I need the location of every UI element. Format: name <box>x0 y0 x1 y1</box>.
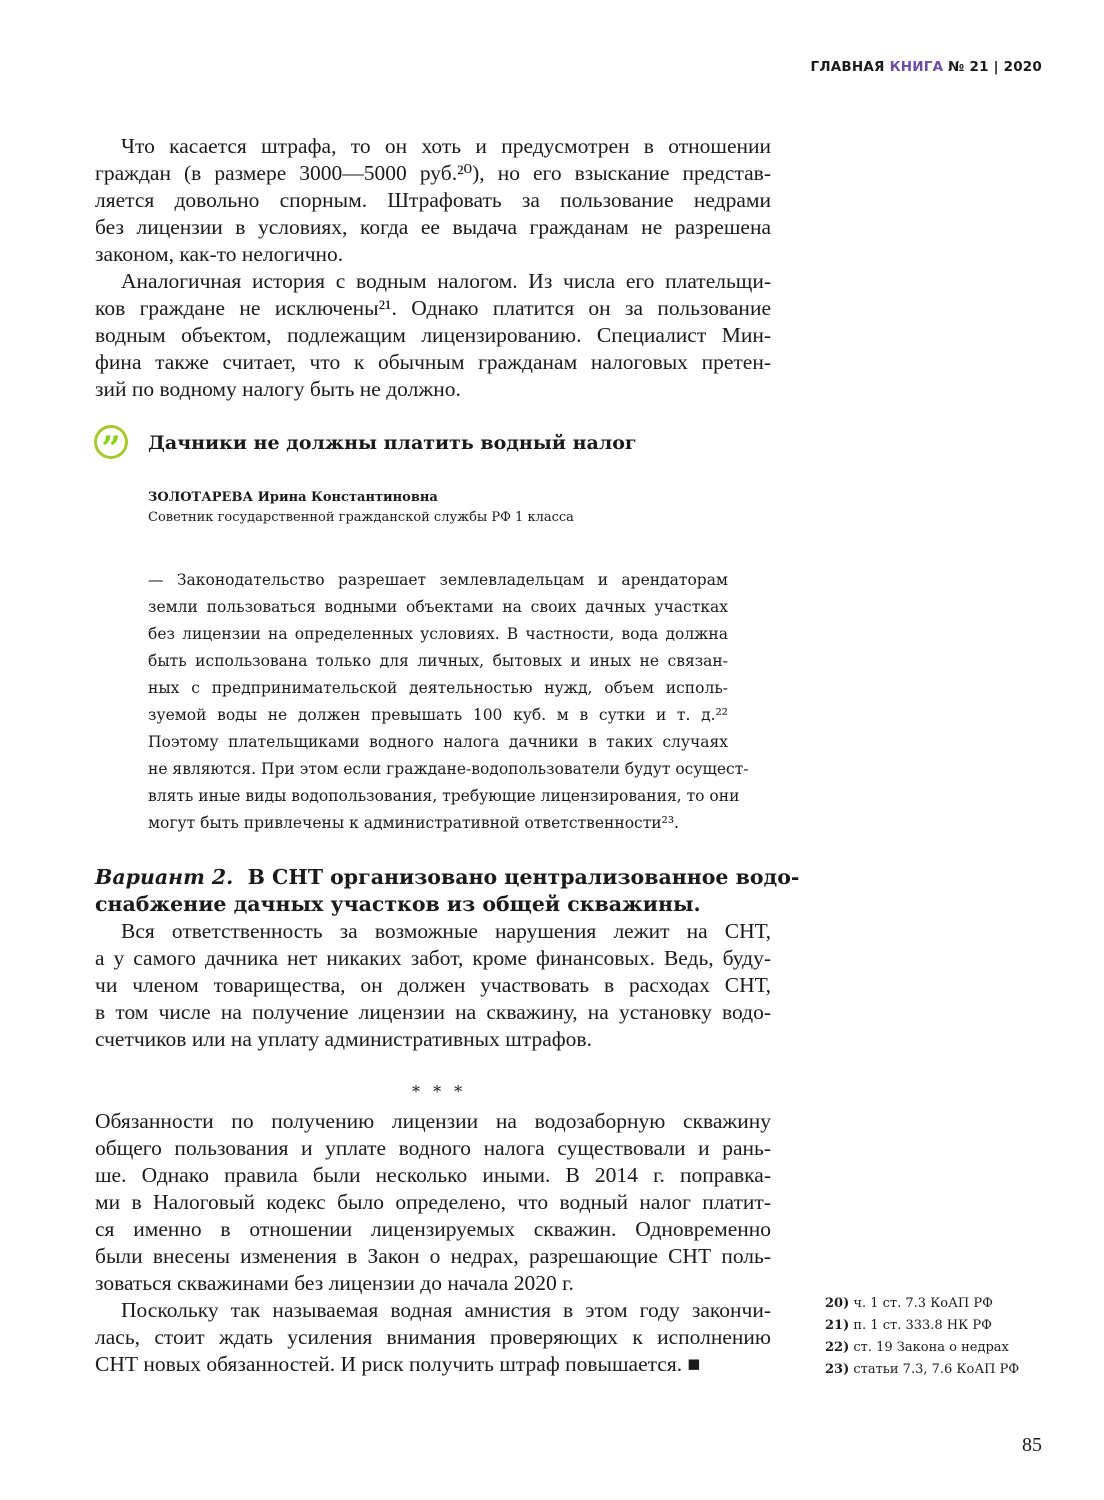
quote-author-role: Советник государственной гражданской службы РФ 1 класса <box>148 510 574 525</box>
text-line: зоваться скважинами без лицензии до начала 2020 г. <box>95 1271 574 1295</box>
text-line: ляется довольно спорным. Штрафовать за пользование недрами <box>95 188 771 212</box>
quote-heading: Дачники не должны платить водный налог <box>148 432 637 454</box>
text-line: ков граждане не исключены²¹. Однако платится он за пользование <box>95 296 771 320</box>
quote-body <box>148 567 749 837</box>
footnote <box>825 1293 1019 1315</box>
footnote-number: 23) <box>825 1362 850 1377</box>
brand-name-accent: КНИГА <box>889 59 944 75</box>
text-line: зуемой воды не должен превышать 100 куб. м в сутки и т. д.²² <box>148 706 728 724</box>
footnote <box>825 1359 1019 1381</box>
quote-icon: ” <box>94 425 128 459</box>
text-line: без лицензии на определенных условиях. В частности, вода должна <box>148 625 728 643</box>
text-line: ных с предпринимательской деятельностью нужд, объем исполь- <box>148 679 728 697</box>
variant-title-line: снабжение дачных участков из общей скважины. <box>95 892 701 916</box>
text-line: быть использована только для личных, бытовых и иных не связан- <box>148 652 728 670</box>
running-header <box>811 59 1042 75</box>
text-line: Что касается штрафа, то он хоть и предусмотрен в отношении <box>121 134 771 158</box>
text-line: Поскольку так называемая водная амнистия в этом году закончи- <box>121 1298 771 1322</box>
text-line: общего пользования и уплате водного налога существовали и рань- <box>95 1136 771 1160</box>
text-line: водным объектом, подлежащим лицензированию. Специалист Мин- <box>95 323 771 347</box>
variant-title-line: В СНТ организовано централизованное водо- <box>247 865 800 889</box>
paragraph <box>95 133 771 268</box>
text-line: СНТ новых обязанностей. И риск получить штраф повышается. ■ <box>95 1352 701 1376</box>
footnote-number: 21) <box>825 1318 850 1333</box>
variant-label: Вариант 2. <box>95 865 234 889</box>
paragraph <box>95 1108 771 1297</box>
quote-author: ЗОЛОТАРЕВА Ирина Константиновна <box>148 490 438 505</box>
footnote <box>825 1315 1019 1337</box>
issue-number: № 21 | 2020 <box>948 59 1042 75</box>
footnote-number: 20) <box>825 1296 850 1311</box>
page-number: 85 <box>1022 1434 1042 1456</box>
footnote-text: ст. 19 Закона о недрах <box>853 1340 1009 1355</box>
footnote-text: статьи 7.3, 7.6 КоАП РФ <box>853 1362 1020 1377</box>
text-line: — Законодательство разрешает землевладельцам и арендаторам <box>148 571 728 589</box>
text-line: ше. Однако правила были несколько иными. В 2014 г. поправка- <box>95 1163 771 1187</box>
text-line: а у самого дачника нет никаких забот, кроме финансовых. Ведь, буду- <box>95 946 771 970</box>
footnote-text: ч. 1 ст. 7.3 КоАП РФ <box>853 1296 993 1311</box>
text-line: законом, как-то нелогично. <box>95 242 344 266</box>
text-line: лась, стоит ждать усиления внимания проверяющих к исполнению <box>95 1325 771 1349</box>
text-line: зий по водному налогу быть не должно. <box>95 377 461 401</box>
text-line: Поэтому плательщиками водного налога дачники в таких случаях <box>148 733 728 751</box>
text-line: влять иные виды водопользования, требующие лицензирования, то они <box>148 787 740 805</box>
footnote-text: п. 1 ст. 333.8 НК РФ <box>853 1318 992 1333</box>
paragraph <box>95 1297 771 1378</box>
paragraph <box>95 268 771 403</box>
text-line: Вся ответственность за возможные нарушения лежит на СНТ, <box>121 919 771 943</box>
text-line: земли пользоваться водными объектами на своих дачных участках <box>148 598 728 616</box>
text-line: Обязанности по получению лицензии на водозаборную скважину <box>95 1109 771 1133</box>
text-line: фина также считает, что к обычным гражданам налоговых претен- <box>95 350 771 374</box>
text-line: ми в Налоговый кодекс было определено, что водный налог платит- <box>95 1190 771 1214</box>
variant-heading <box>95 864 800 918</box>
text-line: граждан (в размере 3000—5000 руб.²⁰), но его взыскание представ- <box>95 161 771 185</box>
footnotes <box>825 1293 1019 1381</box>
text-line: в том числе на получение лицензии на скважину, на установку водо- <box>95 1000 771 1024</box>
brand-name: ГЛАВНАЯ <box>810 59 885 75</box>
text-line: чи членом товарищества, он должен участвовать в расходах СНТ, <box>95 973 771 997</box>
text-line: были внесены изменения в Закон о недрах, разрешающие СНТ поль- <box>95 1244 771 1268</box>
footnote-number: 22) <box>825 1340 850 1355</box>
text-line: счетчиков или на уплату административных штрафов. <box>95 1027 592 1051</box>
text-line: ся именно в отношении лицензируемых скважин. Одновременно <box>95 1217 771 1241</box>
text-line: Аналогичная история с водным налогом. Из числа его плательщи- <box>121 269 771 293</box>
text-line: без лицензии в условиях, когда ее выдача гражданам не разрешена <box>95 215 771 239</box>
text-line: могут быть привлечены к административной ответственности²³. <box>148 814 679 832</box>
paragraph <box>95 918 771 1053</box>
text-line: не являются. При этом если граждане-водопользователи будут осущест- <box>148 760 749 778</box>
footnote <box>825 1337 1019 1359</box>
section-separator: * * * <box>412 1082 467 1101</box>
